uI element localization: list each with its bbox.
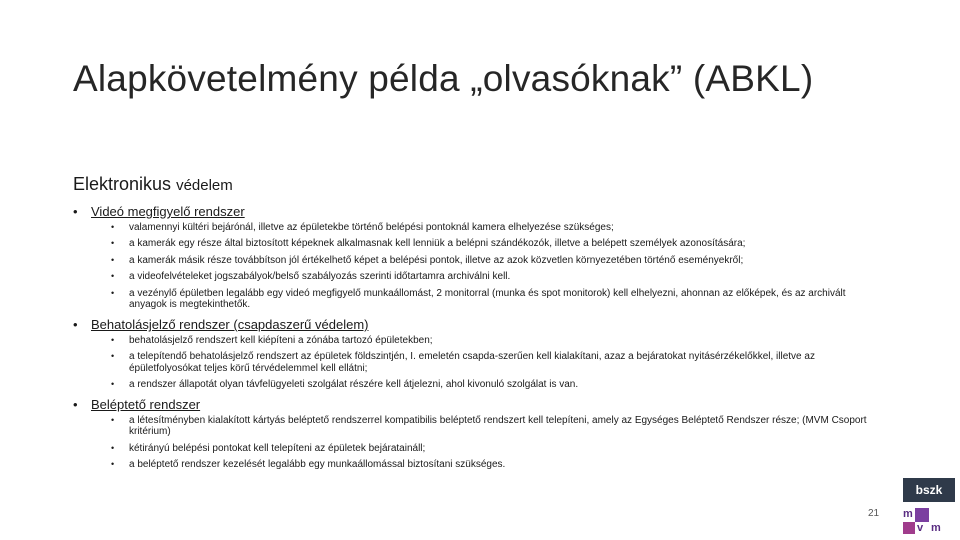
- subtitle-main: Elektronikus: [73, 174, 172, 194]
- list-item: • a létesítményben kialakított kártyás beléptető rendszerrel kompatibilis beléptető rendszert kell telepíteni, amely az Egységes Beléptető Rendszer része; (MVM Csoport kritérium): [111, 415, 867, 438]
- list-item: • a rendszer állapotát olyan távfelügyeleti szolgálat részére kell átjelezni, ahol kivonuló szolgálat is van.: [111, 379, 579, 391]
- section-heading: • Behatolásjelző rendszer (csapdaszerű védelem): [73, 317, 369, 332]
- bullet-list: [73, 415, 873, 471]
- subtitle-small: védelem: [176, 177, 233, 194]
- bullet-icon: •: [111, 379, 115, 390]
- section-intrusion: [73, 317, 873, 396]
- list-item: • a kamerák egy része által biztosított képeknek alkalmasnak kell lenniük a belépni szándékozók, illetve a belépett személyek azonosítására;: [111, 238, 746, 250]
- bullet-icon: •: [111, 287, 115, 298]
- bullet-icon: •: [111, 335, 115, 345]
- list-item: • a kamerák másik része továbbítson jól értékelhető képet a belépési pontok, illetve az azok közvetlen környezetében történő eseményekről;: [111, 254, 744, 266]
- logo-square: [915, 508, 929, 522]
- bullet-icon: •: [111, 222, 115, 232]
- section-heading: • Videó megfigyelő rendszer: [73, 204, 245, 219]
- bullet-icon: •: [111, 459, 115, 470]
- bullet-list: [73, 335, 873, 391]
- list-item: • a telepítendő behatolásjelző rendszert az épületek földszintjén, I. emeletén csapda-szerűen kell kialakítani, azaz a bejáratokat nyitásérzékelőkkel, illetve az épületfolyosókat teljes körű térvédelemmel kell ellátni;: [111, 351, 815, 374]
- list-item: • a videofelvételeket jogszabályok/belső szabályozás szerinti időtartamra archiválni kell.: [111, 271, 511, 283]
- section-access: [73, 397, 873, 476]
- bullet-icon: •: [73, 317, 78, 332]
- slide-title: Alapkövetelmény példa „olvasóknak” (ABKL): [73, 58, 814, 99]
- bullet-icon: •: [111, 254, 115, 265]
- logo-letter-m: m: [931, 522, 941, 534]
- bullet-icon: •: [73, 397, 78, 412]
- list-item: • kétirányú belépési pontokat kell telepíteni az épületek bejárataináll;: [111, 442, 426, 454]
- list-item: • a beléptető rendszer kezelését legalább egy munkaállomással biztosítani szükséges.: [111, 459, 506, 471]
- bullet-icon: •: [111, 442, 115, 453]
- logo-square: [903, 522, 915, 534]
- bullet-icon: •: [73, 204, 78, 219]
- page-number: 21: [868, 508, 880, 519]
- bullet-icon: •: [111, 415, 115, 425]
- logo-letter-m: m: [903, 508, 913, 520]
- list-item: • behatolásjelző rendszert kell kiépíteni a zónába tartozó épületekben;: [111, 335, 433, 346]
- slide-subtitle: [73, 174, 233, 195]
- bullet-list: [73, 222, 873, 310]
- bullet-icon: •: [111, 271, 115, 282]
- logo-letter-v: v: [917, 522, 924, 534]
- bullet-icon: •: [111, 238, 115, 249]
- bullet-icon: •: [111, 351, 115, 362]
- section-video: [73, 204, 873, 315]
- company-logo: [903, 478, 955, 536]
- list-item: • a vezénylő épületben legalább egy videó megfigyelő munkaállomást, 2 monitorral (munka és spot monitorok) kell elhelyezni, ahonnan az előképek, és az archivált anyagok is megtekinthetők.: [111, 287, 846, 311]
- logo-bszk: bszk: [903, 478, 955, 502]
- list-item: • valamennyi kültéri bejárónál, illetve az épületekbe történő belépési pontoknál kamera elhelyezése szükséges;: [111, 222, 614, 233]
- section-heading: • Beléptető rendszer: [73, 397, 201, 412]
